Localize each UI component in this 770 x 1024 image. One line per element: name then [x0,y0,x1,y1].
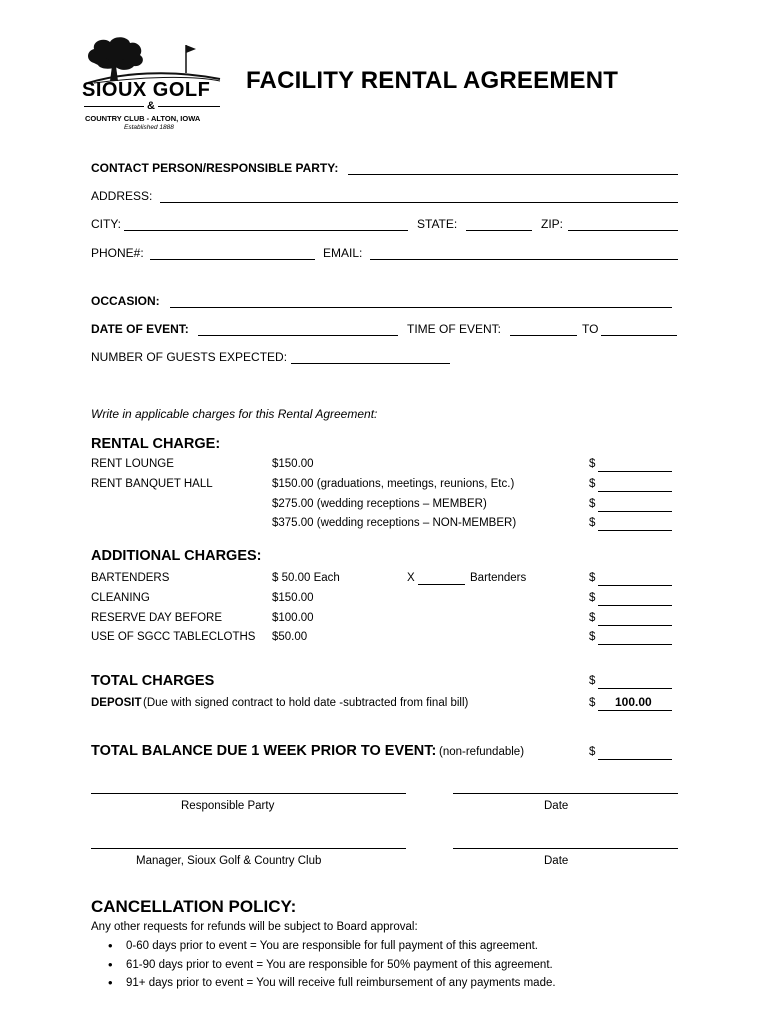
city-field[interactable] [124,230,408,231]
balance-due-symbol: $ [589,746,596,758]
additional-item: USE OF SGCC TABLECLOTHS [91,631,256,643]
state-label: STATE: [417,217,458,231]
email-field[interactable] [370,259,678,260]
date2-signature-line[interactable] [453,848,678,849]
additional-item: CLEANING [91,592,150,604]
state-field[interactable] [466,230,532,231]
rental-price: $275.00 (wedding receptions – MEMBER) [272,498,487,510]
event-time-label: TIME OF EVENT: [407,322,502,336]
club-logo [80,33,230,133]
additional-amount-symbol: $ [589,631,596,643]
list-item: • 61-90 days prior to event = You are responsible for 50% payment of this agreement. [96,956,556,975]
bartender-qty-prefix: X [407,572,415,584]
additional-amount-field[interactable] [598,605,672,606]
occasion-field[interactable] [170,307,672,308]
logo-club-name: SIOUX GOLF [82,79,211,101]
deposit-note: (Due with signed contract to hold date -subtracted from final bill) [143,697,469,709]
logo-subtitle: COUNTRY CLUB - ALTON, IOWA [85,114,201,123]
rental-amount-symbol: $ [589,478,596,490]
date1-signature-line[interactable] [453,793,678,794]
logo-ampersand: & [147,100,155,112]
list-item: • 0-60 days prior to event = You are responsible for full payment of this agreement. [96,937,556,956]
total-charges-field[interactable] [598,688,672,689]
deposit-value: 100.00 [615,695,652,709]
tree-flag-icon [80,33,230,85]
contact-person-label: CONTACT PERSON/RESPONSIBLE PARTY: [91,161,339,175]
additional-price: $150.00 [272,592,314,604]
cancellation-heading: CANCELLATION POLICY: [91,897,297,916]
rental-item: RENT BANQUET HALL [91,478,213,490]
rental-amount-symbol: $ [589,498,596,510]
additional-heading: ADDITIONAL CHARGES: [91,548,262,564]
date2-label: Date [544,855,569,867]
guests-field[interactable] [291,363,450,364]
rental-price: $150.00 (graduations, meetings, reunions, Etc.) [272,478,515,490]
rental-amount-field[interactable] [598,491,672,492]
charges-instructions: Write in applicable charges for this Rental Agreement: [91,407,378,421]
phone-label: PHONE#: [91,246,144,260]
manager-label: Manager, Sioux Golf & Country Club [136,855,322,867]
balance-due-field[interactable] [598,759,672,760]
zip-field[interactable] [568,230,678,231]
deposit-field[interactable] [598,710,672,711]
city-label: CITY: [91,217,122,231]
additional-amount-symbol: $ [589,592,596,604]
contact-person-field[interactable] [348,174,678,175]
additional-price: $100.00 [272,612,314,624]
bartender-qty-field[interactable] [418,584,465,585]
event-time-end-field[interactable] [601,335,677,336]
rental-item: RENT LOUNGE [91,458,174,470]
rental-price: $375.00 (wedding receptions – NON-MEMBER) [272,517,517,529]
balance-due-note: (non-refundable) [439,746,525,758]
cancellation-intro: Any other requests for refunds will be subject to Board approval: [91,921,418,933]
page-title: FACILITY RENTAL AGREEMENT [246,67,619,94]
additional-price: $ 50.00 Each [272,572,340,584]
additional-item: RESERVE DAY BEFORE [91,612,223,624]
total-charges-label: TOTAL CHARGES [91,673,215,689]
rental-heading: RENTAL CHARGE: [91,436,221,452]
event-date-field[interactable] [198,335,398,336]
balance-due-label: TOTAL BALANCE DUE 1 WEEK PRIOR TO EVENT: [91,743,437,759]
phone-field[interactable] [150,259,315,260]
manager-signature-line[interactable] [91,848,406,849]
additional-item: BARTENDERS [91,572,170,584]
deposit-label: DEPOSIT [91,697,142,709]
responsible-party-label: Responsible Party [181,800,275,812]
additional-amount-field[interactable] [598,585,672,586]
occasion-label: OCCASION: [91,294,160,308]
additional-amount-field[interactable] [598,644,672,645]
zip-label: ZIP: [541,217,564,231]
date1-label: Date [544,800,569,812]
email-label: EMAIL: [323,246,363,260]
event-time-start-field[interactable] [510,335,577,336]
deposit-symbol: $ [589,697,596,709]
guests-label: NUMBER OF GUESTS EXPECTED: [91,350,288,364]
list-item: • 91+ days prior to event = You will receive full reimbursement of any payments made. [96,974,556,993]
rental-amount-field[interactable] [598,530,672,531]
rental-price: $150.00 [272,458,314,470]
total-charges-symbol: $ [589,675,596,687]
additional-amount-symbol: $ [589,572,596,584]
rental-amount-field[interactable] [598,511,672,512]
additional-price: $50.00 [272,631,308,643]
rental-amount-field[interactable] [598,471,672,472]
address-field[interactable] [160,202,678,203]
additional-amount-field[interactable] [598,625,672,626]
event-date-label: DATE OF EVENT: [91,322,189,336]
rental-amount-symbol: $ [589,517,596,529]
cancellation-list [96,937,556,993]
rental-amount-symbol: $ [589,458,596,470]
logo-established: Established 1888 [124,124,174,131]
address-label: ADDRESS: [91,189,153,203]
event-time-to-label: TO [582,322,599,336]
responsible-party-signature-line[interactable] [91,793,406,794]
bartender-qty-suffix: Bartenders [470,572,527,584]
additional-amount-symbol: $ [589,612,596,624]
